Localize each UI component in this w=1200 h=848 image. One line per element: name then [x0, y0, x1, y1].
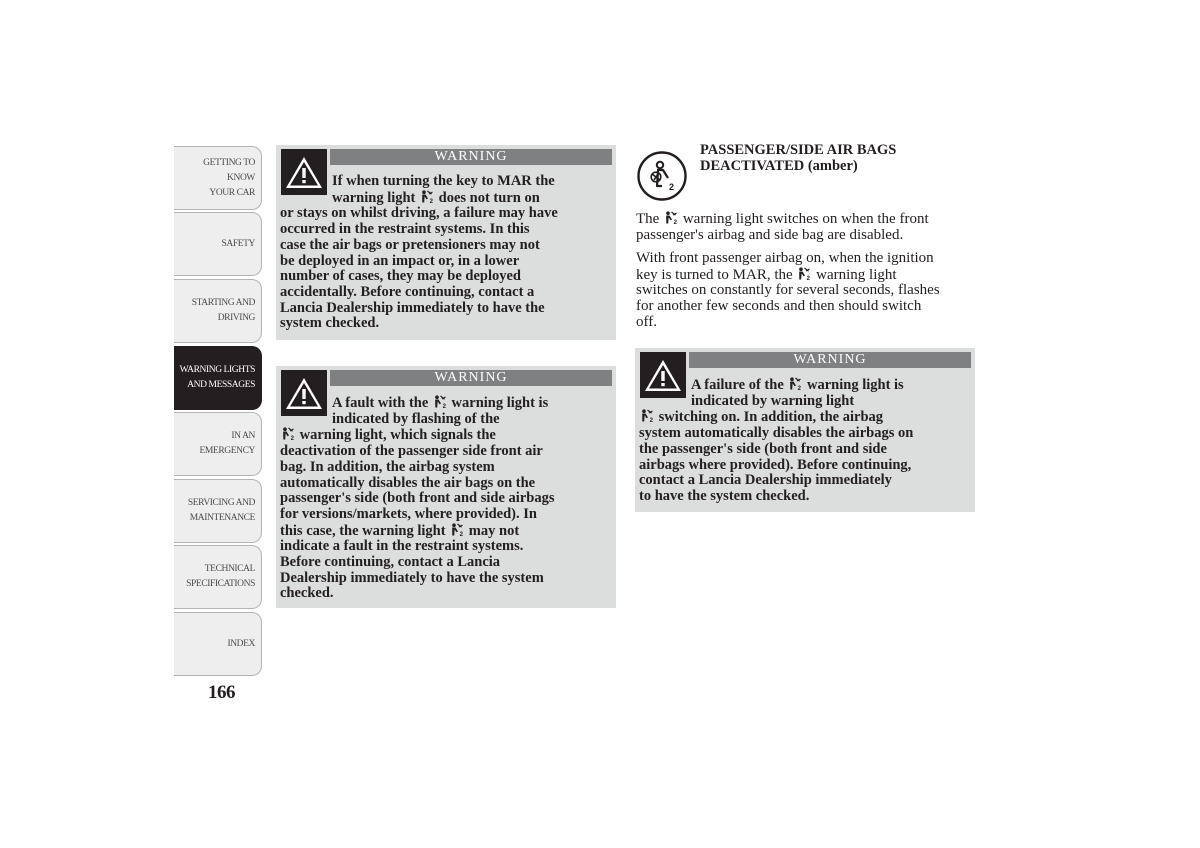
text-line: Lancia Dealership immediately to have the — [280, 299, 545, 316]
text-line: warning light does not turn on — [332, 189, 540, 206]
text-line: indicate a fault in the restraint systems. — [280, 538, 524, 555]
text-line: The warning light switches on when the front — [636, 211, 929, 227]
paragraph-2 — [636, 251, 940, 331]
warning-header: WARNING — [330, 149, 612, 165]
text-line: warning light, which signals the — [280, 427, 554, 444]
tab-index[interactable] — [174, 612, 262, 676]
passenger-airbag-icon — [797, 267, 811, 280]
text-line: passenger's side (both front and side airbags — [280, 490, 555, 507]
page-number: 166 — [208, 682, 235, 703]
warning-text — [639, 377, 913, 505]
passenger-airbag-icon — [450, 523, 464, 536]
section-title-line1: PASSENGER/SIDE AIR BAGS — [700, 142, 897, 158]
passenger-airbag-icon — [433, 395, 447, 408]
paragraph-1 — [636, 211, 929, 243]
tab-starting-and-driving[interactable] — [174, 279, 262, 343]
warning-header: WARNING — [689, 352, 971, 368]
tab-in-an-emergency[interactable] — [174, 412, 262, 476]
text-line: A fault with the warning light is — [332, 395, 549, 411]
text-line: switching on. In addition, the airbag — [639, 409, 913, 426]
passenger-airbag-icon — [640, 409, 654, 422]
warning-text — [280, 174, 558, 332]
tab-label-line2: AND MESSAGES — [187, 380, 255, 390]
tab-servicing-and-maintenance[interactable] — [174, 479, 262, 543]
tab-label-line1: SERVICING AND — [187, 498, 255, 508]
tab-label-line1: STARTING AND — [191, 298, 255, 308]
text-line: switches on constantly for several seconds, flashes — [636, 282, 940, 299]
tab-label-line2: MAINTENANCE — [189, 513, 255, 523]
text-line: indicated by warning light — [691, 392, 855, 409]
text-line: A failure of the warning light is — [691, 377, 904, 393]
text-line: If when turning the key to MAR the — [332, 173, 555, 189]
text-line: occurred in the restraint systems. In this — [280, 221, 530, 238]
section-title — [700, 143, 896, 174]
tab-technical-specifications[interactable] — [174, 545, 262, 609]
text-line: case the air bags or pretensioners may not — [280, 236, 540, 253]
tab-label-line1: INDEX — [227, 638, 255, 649]
text-line: for versions/markets, where provided). In — [280, 505, 537, 522]
tab-safety[interactable] — [174, 212, 262, 276]
text-line: deactivation of the passenger side front air — [280, 443, 543, 460]
text-line: the passenger's side (both front and side — [639, 440, 887, 457]
text-line: airbags where provided). Before continuing, — [639, 456, 912, 473]
section-title-line2: DEACTIVATED (amber) — [700, 157, 858, 174]
text-line: off. — [636, 313, 657, 330]
text-line: system checked. — [280, 315, 380, 332]
tab-warning-lights-and-messages[interactable] — [174, 346, 262, 410]
text-line: checked. — [280, 585, 334, 602]
text-line: number of cases, they may be deployed — [280, 268, 521, 285]
text-line: indicated by flashing of the — [332, 410, 500, 427]
passenger-airbag-icon — [420, 190, 434, 203]
text-line: system automatically disables the airbags on — [639, 425, 914, 442]
tab-label-line2: DRIVING — [217, 313, 255, 323]
warning-box-3 — [635, 348, 975, 512]
text-line: be deployed in an impact or, in a lower — [280, 252, 520, 269]
warning-text — [280, 395, 554, 602]
passenger-airbag-icon — [281, 427, 295, 440]
tab-label-line1: GETTING TO KNOW — [203, 157, 255, 183]
warning-box-2 — [276, 366, 616, 608]
text-line: contact a Lancia Dealership immediately — [639, 472, 892, 489]
tab-getting-to-know-your-car[interactable] — [174, 146, 262, 210]
text-line: automatically disables the air bags on the — [280, 474, 536, 491]
tab-label-line1: TECHNICAL — [204, 564, 255, 574]
svg-text:2: 2 — [669, 182, 675, 192]
passenger-airbag-off-icon — [636, 150, 688, 202]
tab-label-line1: WARNING LIGHTS — [179, 365, 255, 375]
tab-label-line2: YOUR CAR — [209, 187, 255, 198]
passenger-airbag-icon — [664, 211, 678, 224]
tab-label-line2: SPECIFICATIONS — [186, 579, 255, 589]
passenger-airbag-icon — [788, 377, 802, 390]
text-line: Before continuing, contact a Lancia — [280, 554, 501, 571]
warning-header: WARNING — [330, 370, 612, 386]
tab-label-line1: SAFETY — [221, 238, 255, 249]
warning-box-1 — [276, 145, 616, 340]
text-line: key is turned to MAR, the warning light — [636, 266, 897, 283]
text-line: passenger's airbag and side bag are disabled. — [636, 226, 904, 243]
text-line: bag. In addition, the airbag system — [280, 458, 495, 475]
text-line: this case, the warning light may not — [280, 522, 520, 539]
text-line: for another few seconds and then should switch — [636, 298, 922, 315]
text-line: With front passenger airbag on, when the ignition — [636, 250, 934, 266]
text-line: or stays on whilst driving, a failure may have — [280, 205, 558, 222]
tab-label-line1: IN AN EMERGENCY — [199, 431, 255, 456]
text-line: to have the system checked. — [639, 487, 810, 504]
text-line: accidentally. Before continuing, contact a — [280, 283, 535, 300]
text-line: Dealership immediately to have the system — [280, 569, 544, 586]
